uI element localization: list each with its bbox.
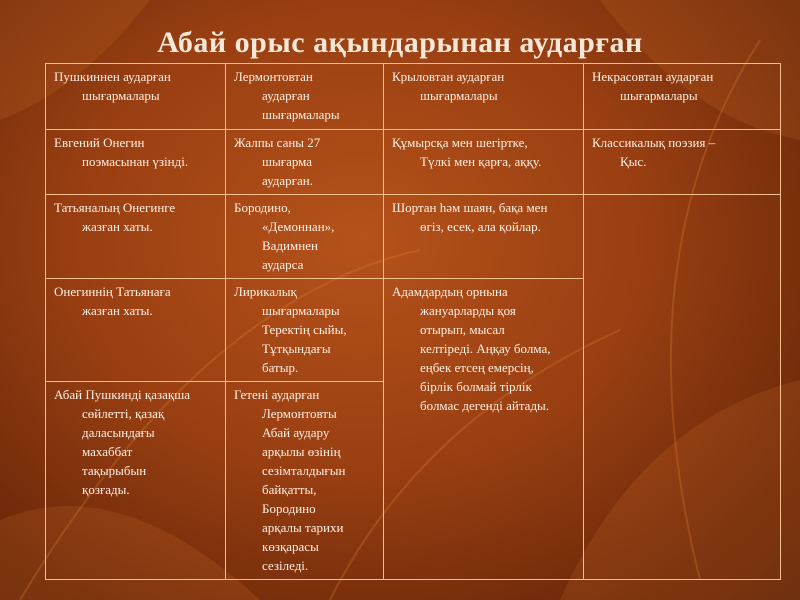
table-cell: Абай Пушкинді қазақша сөйлетті, қазақ даласындағы махаббат тақырыбын қозғады. <box>46 382 226 580</box>
header-lermontov: Лермонтовтан аударған шығармалары <box>226 64 384 130</box>
table-header-row <box>46 64 781 130</box>
table-row <box>46 130 781 195</box>
table-cell: Құмырсқа мен шегіртке, Түлкі мен қарға, аққу. <box>384 130 584 195</box>
table-cell: Шортан һәм шаян, бақа мен өгіз, есек, ала қойлар. <box>384 195 584 279</box>
table-cell: Лирикалық шығармалары Теректің сыйы, Тұтқындағы батыр. <box>226 279 384 382</box>
table-cell: Онегиннің Татьянаға жазған хаты. <box>46 279 226 382</box>
table-cell: Евгений Онегин поэмасынан үзінді. <box>46 130 226 195</box>
table-cell: Классикалық поэзия – Қыс. <box>584 130 781 195</box>
table-cell: Татьяналың Онегинге жазған хаты. <box>46 195 226 279</box>
table-cell: Бородино, «Демоннан», Вадимнен аударса <box>226 195 384 279</box>
header-pushkin: Пушкиннен аударған шығармалары <box>46 64 226 130</box>
table-row <box>46 195 781 279</box>
table-cell: Жалпы саны 27 шығарма аударған. <box>226 130 384 195</box>
header-krylov: Крыловтан аударған шығармалары <box>384 64 584 130</box>
header-nekrasov: Некрасовтан аударған шығармалары <box>584 64 781 130</box>
slide-title: Абай орыс ақындарынан аударған <box>157 26 643 59</box>
table-cell: Гетені аударған Лермонтовты Абай аудару арқылы өзінің сезімталдығын байқатты, Бородино арқалы тарихи көзқарасы сезіледі. <box>226 382 384 580</box>
table-cell: Адамдардың орнына жануарларды қоя отырып, мысал келтіреді. Аңқау болма, еңбек етсең емерсің, бірлік болмай тірлік болмас дегенді айтады. <box>384 279 584 580</box>
translations-table <box>45 63 781 580</box>
table-cell <box>584 195 781 580</box>
